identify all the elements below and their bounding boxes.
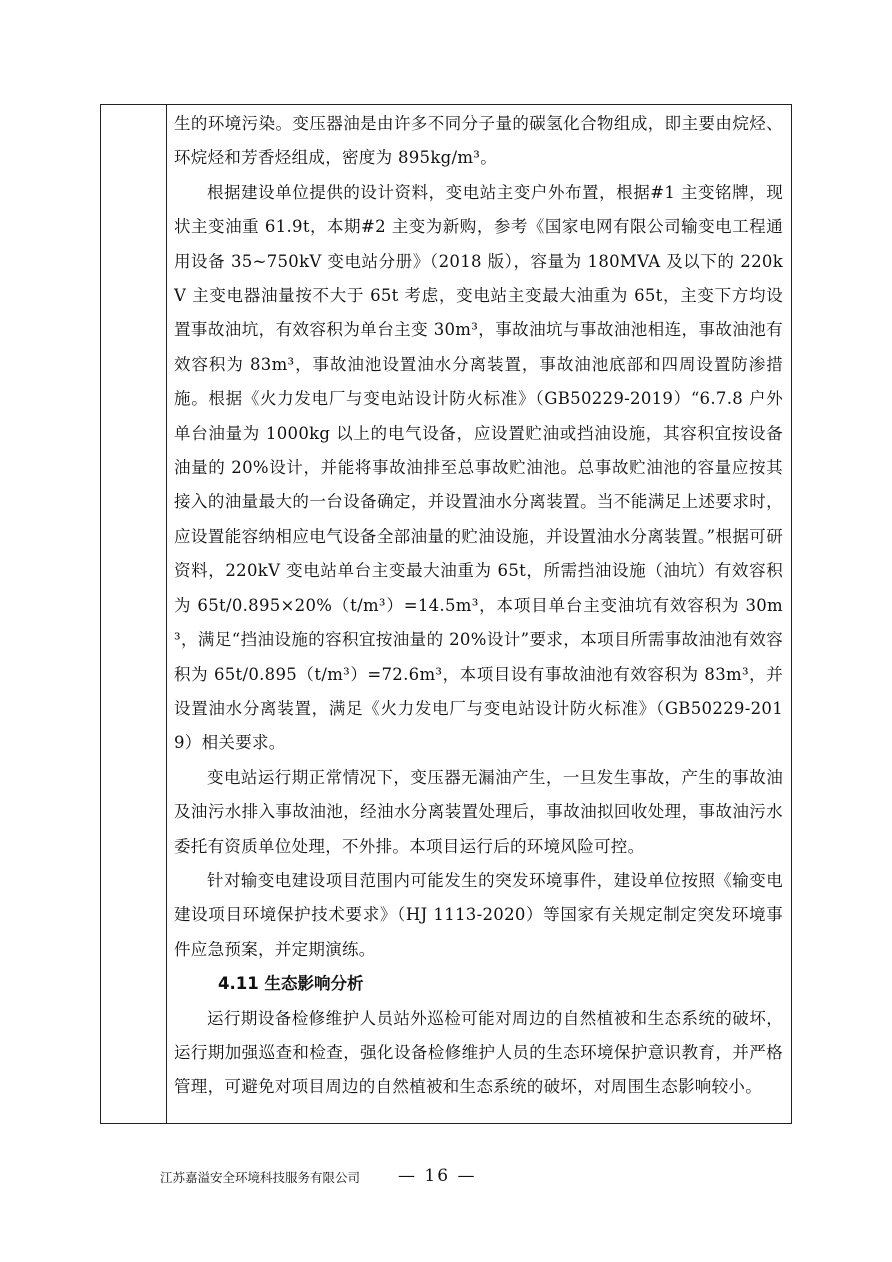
section-heading-ecology: 4.11 生态影响分析 [218,974,364,994]
paragraph-emergency-plan: 针对输变电建设项目范围内可能发生的突发环境事件，建设单位按照《输变电建设项目环境保护技术要求》（HJ 1113-2020）等国家有关规定制定突发环境事件应急预案，并定期演练。 [174,870,783,959]
paragraph-oil-composition: 生的环境污染。变压器油是由许多不同分子量的碳氢化合物组成，即主要由烷烃、环烷烃和芳香烃组成，密度为 895kg/m³。 [174,114,783,168]
table-content-cell [167,105,791,1123]
page-number: — 16 — [398,1166,477,1186]
page-footer [100,1162,792,1192]
paragraph-oil-design: 根据建设单位提供的设计资料，变电站主变户外布置，根据#1 主变铭牌，现状主变油重 61.9t，本期#2 主变为新购，参考《国家电网有限公司输变电工程通用设备 35~750kV 变电站分册》（2018 版），容量为 180MVA 及以下的 220kV 主变电器油量按不大于 65t 考虑，变电站主变最大油重为 65t，主变下方均设置事故油坑，有效容积为单台主变 30m³，事故油坑与事故油池相连，事故油池有效容积为 83m³，事故油池设置油水分离装置，事故油池底部和四周设置防渗措施。根据《火力发电厂与变电站设计防火标准》（GB50229-2019）“6.7.8 户外单台油量为 1000kg 以上的电气设备，应设置贮油或挡油设施，其容积宜按设备油量的 20%设计，并能将事故油排至总事故贮油池。总事故贮油池的容量应按其接入的油量最大的一台设备确定，并设置油水分离装置。当不能满足上述要求时，应设置能容纳相应电气设备全部油量的贮油设施，并设置油水分离装置。”根据可研资料，220kV 变电站单台主变最大油重为 65t，所需挡油设施（油坑）有效容积为 65t/0.895×20%（t/m³）=14.5m³，本项目单台主变油坑有效容积为 30m³，满足“挡油设施的容积宜按油量的 20%设计”要求，本项目所需事故油池有效容积为 65t/0.895（t/m³）=72.6m³，本项目设有事故油池有效容积为 83m³，并设置油水分离装置，满足《火力发电厂与变电站设计防火标准》（GB50229-2019）相关要求。 [174,182,783,753]
footer-company: 江苏嘉溢安全环境科技服务有限公司 [160,1170,361,1185]
content-table [100,104,792,1124]
table-label-column [101,105,167,1123]
paragraph-ecology: 运行期设备检修维护人员站外巡检可能对周边的自然植被和生态系统的破坏，运行期加强巡查和检查，强化设备检修维护人员的生态环境保护意识教育，并严格管理，可避免对项目周边的自然植被和生态系统的破坏，对周围生态影响较小。 [174,1008,783,1097]
paragraph-operation-risk: 变电站运行期正常情况下，变压器无漏油产生，一旦发生事故，产生的事故油及油污水排入事故油池，经油水分离装置处理后，事故油拟回收处理，事故油污水委托有资质单位处理，不外排。本项目运行后的环境风险可控。 [174,767,783,856]
